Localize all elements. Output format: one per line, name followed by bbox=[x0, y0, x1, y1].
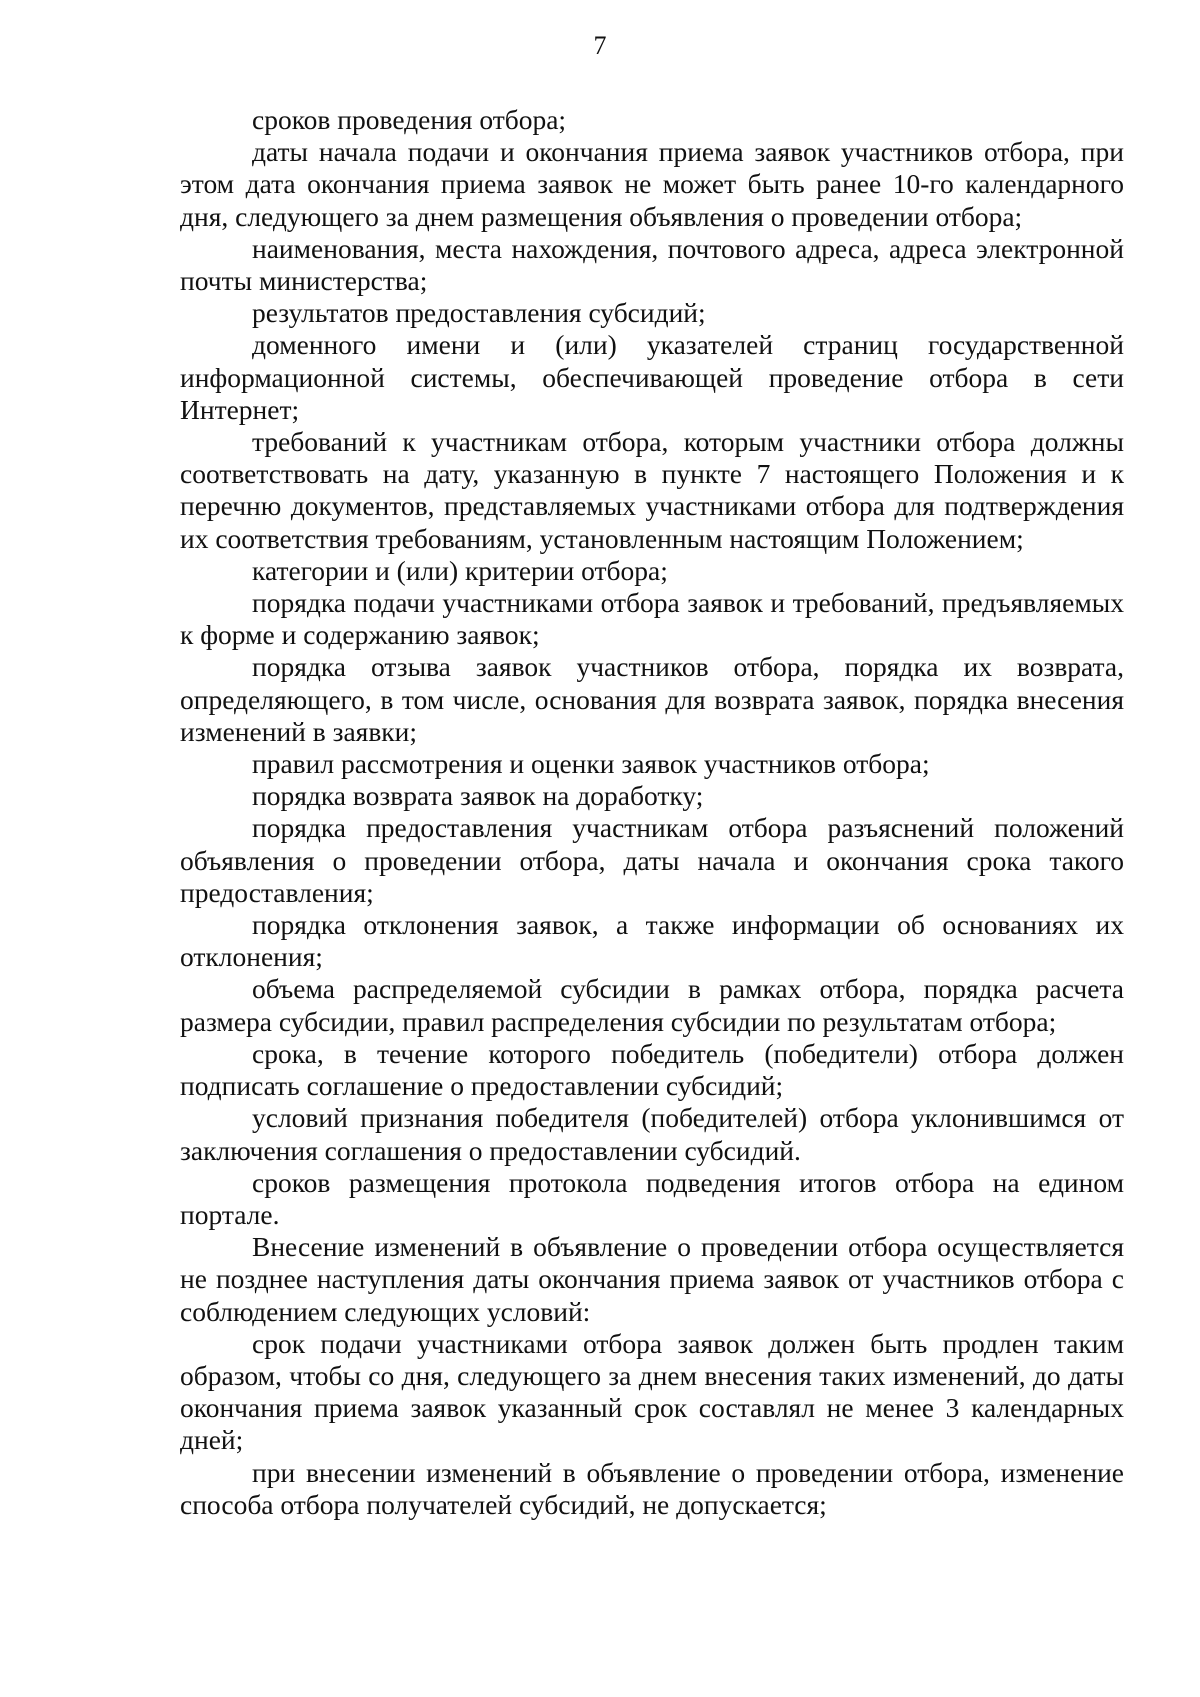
paragraph: требований к участникам отбора, которым участники отбора должны соответствовать на дату, указанную в пункте 7 настоящего Положения и к перечню документов, представляемых участниками отбора для подтверждения их соответствия требованиям, установленным настоящим Положением; bbox=[180, 426, 1124, 554]
paragraph: сроков размещения протокола подведения итогов отбора на едином портале. bbox=[180, 1166, 1124, 1230]
paragraph: порядка подачи участниками отбора заявок и требований, предъявляемых к форме и содержанию заявок; bbox=[180, 587, 1124, 651]
paragraph: порядка отзыва заявок участников отбора, порядка их возврата, определяющего, в том числе, основания для возврата заявок, порядка внесения изменений в заявки; bbox=[180, 651, 1124, 747]
paragraph: даты начала подачи и окончания приема заявок участников отбора, при этом дата окончания приема заявок не может быть ранее 10-го календарного дня, следующего за днем размещения объявления о проведении отбора; bbox=[180, 136, 1124, 232]
paragraph: порядка возврата заявок на доработку; bbox=[252, 780, 704, 812]
paragraph: наименования, места нахождения, почтового адреса, адреса электронной почты министерства; bbox=[180, 232, 1124, 297]
paragraph: категории и (или) критерии отбора; bbox=[252, 554, 668, 586]
paragraph: срока, в течение которого победитель (победители) отбора должен подписать соглашение о предоставлении субсидий; bbox=[180, 1037, 1124, 1102]
paragraph: Внесение изменений в объявление о проведении отбора осуществляется не позднее наступления даты окончания приема заявок от участников отбора с соблюдением следующих условий: bbox=[180, 1231, 1124, 1327]
paragraph: условий признания победителя (победителей) отбора уклонившимся от заключения соглашения о предоставлении субсидий. bbox=[180, 1102, 1124, 1166]
paragraph: правил рассмотрения и оценки заявок участников отбора; bbox=[252, 748, 930, 780]
paragraph: объема распределяемой субсидии в рамках отбора, порядка расчета размера субсидии, правил распределения субсидии по результатам отбора; bbox=[180, 973, 1124, 1037]
page-number: 7 bbox=[593, 31, 607, 60]
document-body bbox=[180, 104, 1124, 1521]
paragraph: доменного имени и (или) указателей страниц государственной информационной системы, обеспечивающей проведение отбора в сети Интернет; bbox=[180, 329, 1124, 425]
paragraph: сроков проведения отбора; bbox=[252, 104, 567, 135]
paragraph: порядка отклонения заявок, а также информации об основаниях их отклонения; bbox=[180, 909, 1124, 973]
paragraph: срок подачи участниками отбора заявок должен быть продлен таким образом, чтобы со дня, следующего за днем внесения таких изменений, до даты окончания приема заявок указанный срок составлял не менее 3 календарных дней; bbox=[180, 1327, 1124, 1456]
paragraph: порядка предоставления участникам отбора разъяснений положений объявления о проведении отбора, даты начала и окончания срока такого предоставления; bbox=[180, 812, 1124, 908]
paragraph: результатов предоставления субсидий; bbox=[252, 297, 706, 329]
paragraph: при внесении изменений в объявление о проведении отбора, изменение способа отбора получателей субсидий, не допускается; bbox=[180, 1456, 1124, 1520]
